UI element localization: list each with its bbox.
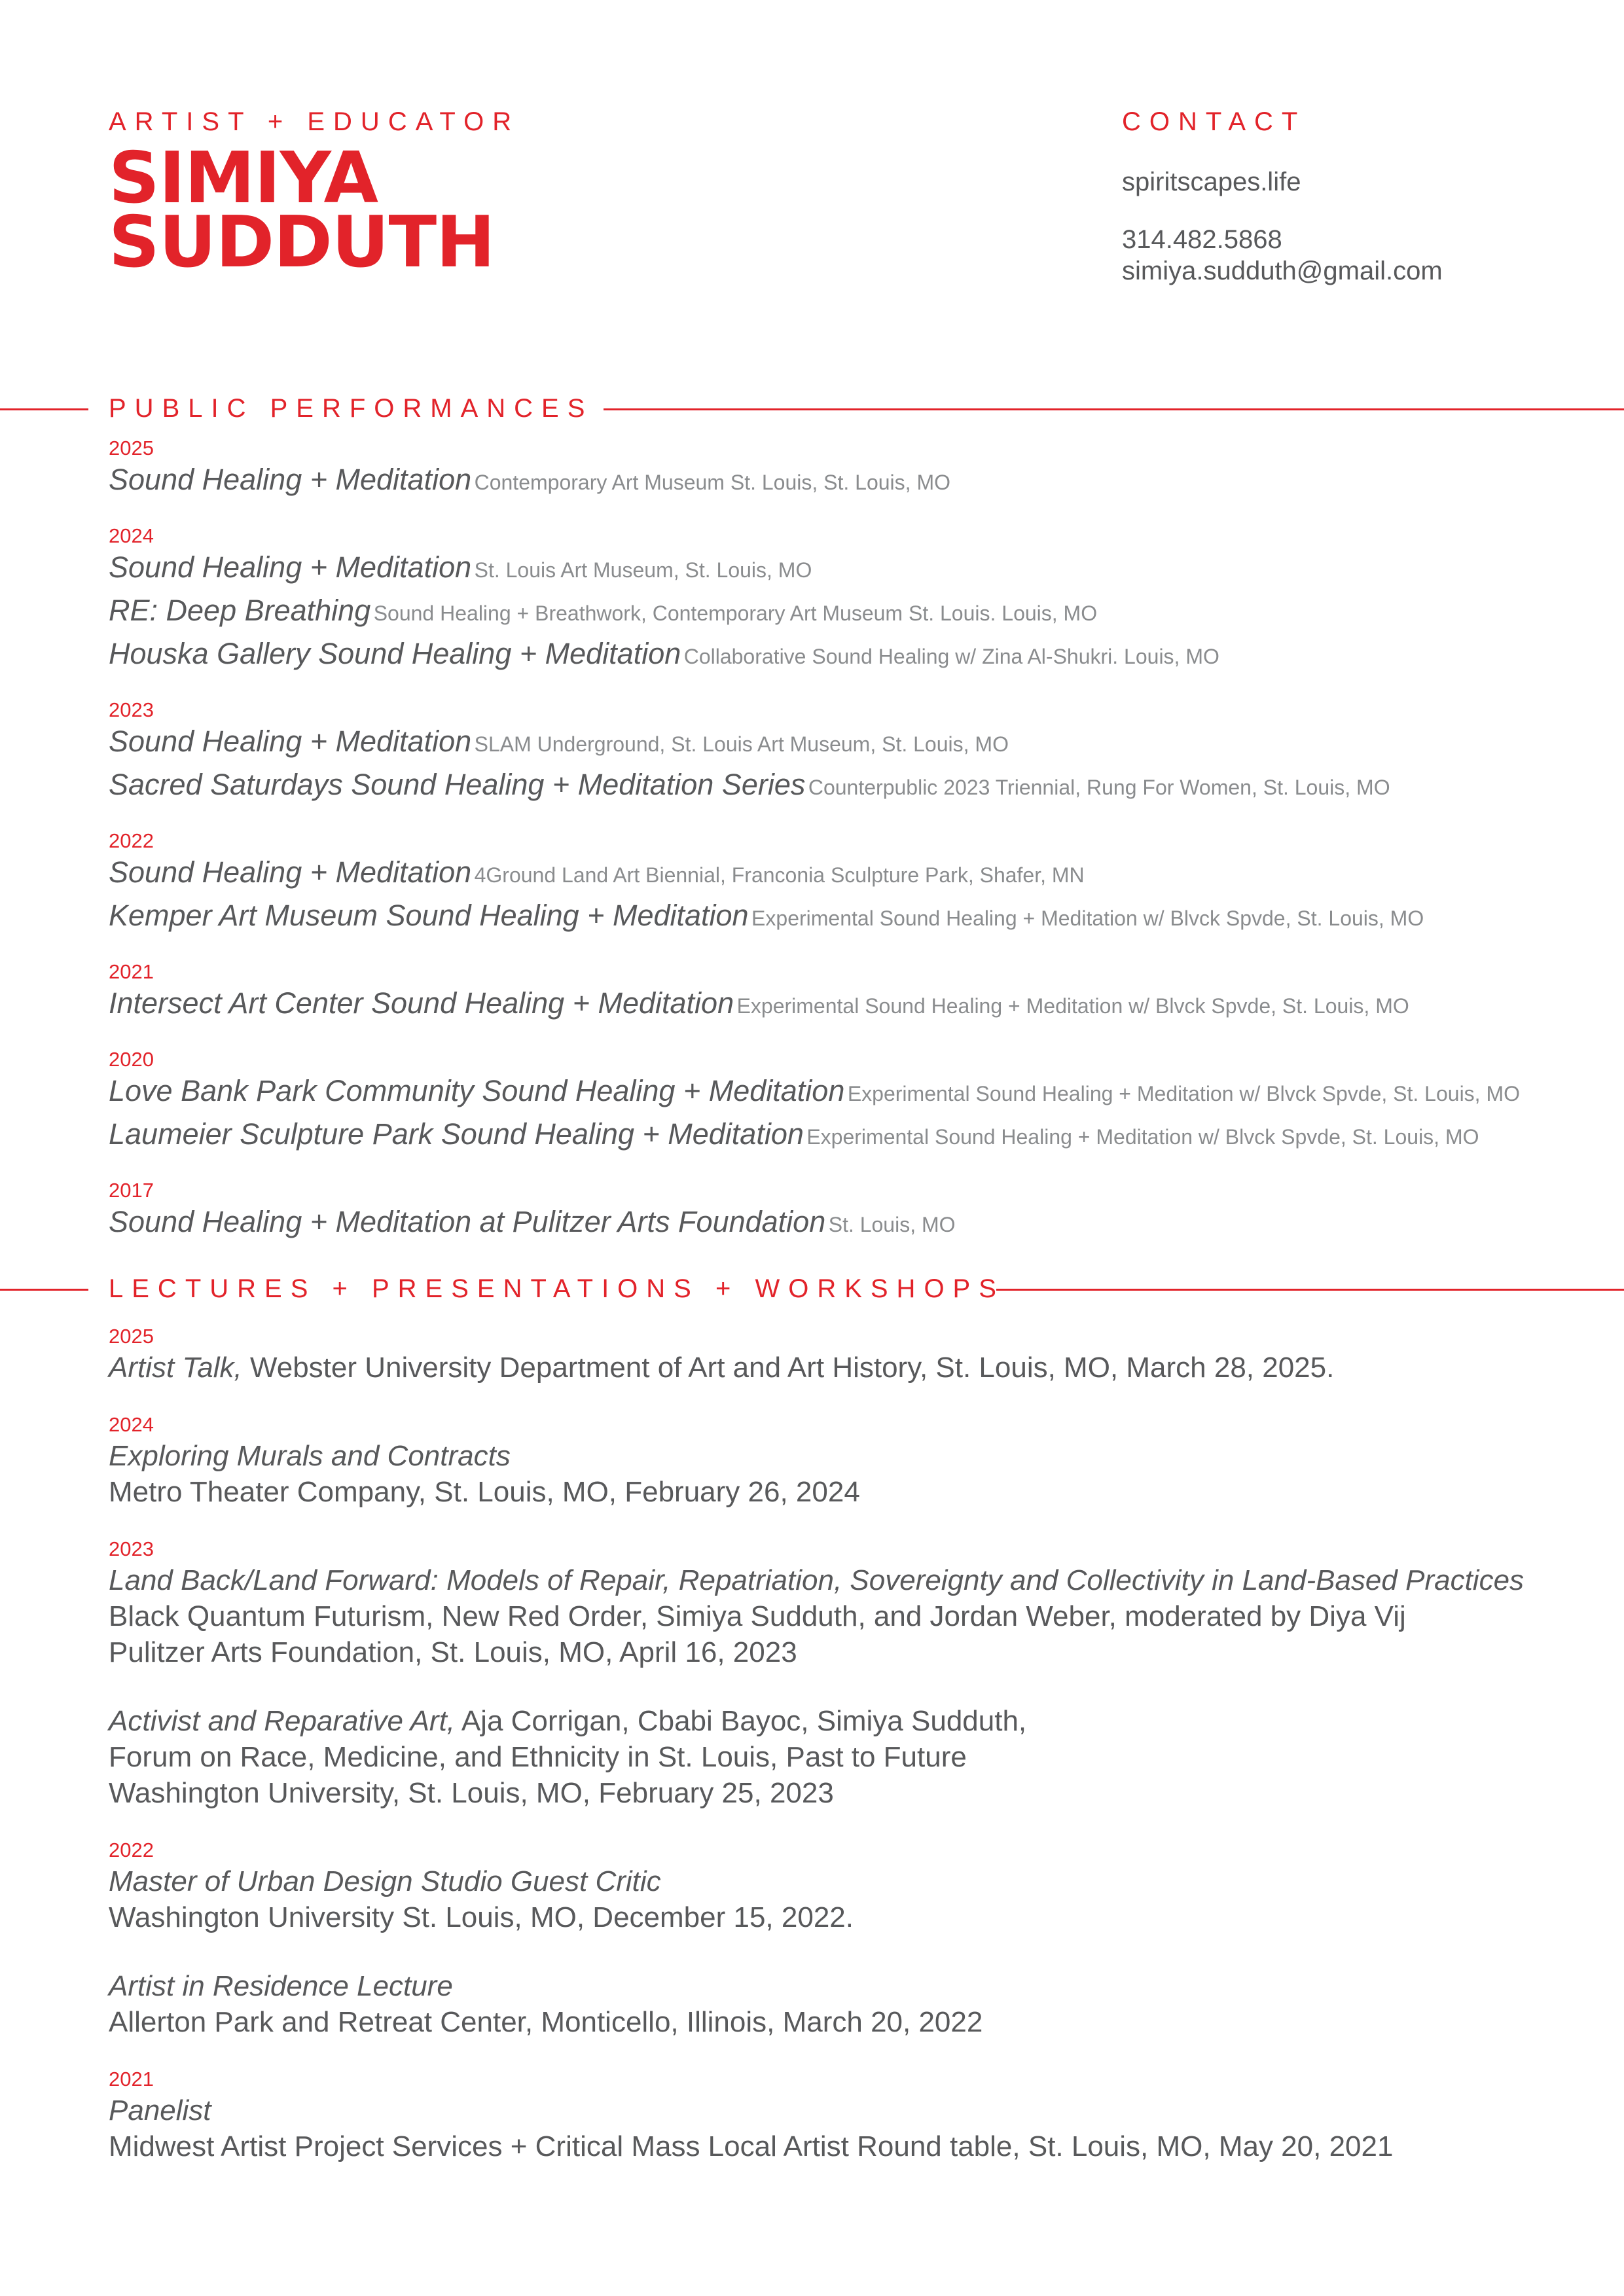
lecture-entry [109,2092,1608,2164]
performance-title: Sound Healing + Meditation [109,855,472,889]
performance-title: RE: Deep Breathing [109,594,371,627]
year-label: 2023 [109,1537,154,1560]
lectures-section-title: LECTURES + PRESENTATIONS + WORKSHOPS [109,1274,1005,1303]
lecture-detail: Midwest Artist Project Services + Critical Mass Local Artist Round table, St. Louis, MO, May 20, 2021 [109,2130,1394,2162]
performance-entry [109,766,1608,810]
lecture-year-group [109,1323,1608,1386]
year-label: 2022 [109,1839,154,1861]
performance-year-group [109,1177,1608,1247]
year-label: 2025 [109,437,154,459]
lecture-title: Panelist [109,2094,211,2126]
lecture-detail: Aja Corrigan, Cbabi Bayoc, Simiya Sudduth, [455,1705,1027,1737]
performance-detail: Sound Healing + Breathwork, Contemporary Art Museum St. Louis. Louis, MO [373,601,1098,625]
contact-heading: CONTACT [1122,107,1307,136]
performance-title: Intersect Art Center Sound Healing + Meditation [109,986,734,1020]
contact-block [1122,105,1443,287]
year-label: 2021 [109,2068,154,2090]
performance-year-group [109,523,1608,679]
performance-detail: 4Ground Land Art Biennial, Franconia Sculpture Park, Shafer, MN [474,863,1085,887]
lecture-title: Artist in Residence Lecture [109,1970,453,2002]
performance-entry [109,985,1608,1028]
lecture-entry [109,1350,1608,1386]
performances-section-header [0,391,1624,425]
performances-list [109,435,1608,1265]
lecture-detail: Washington University, St. Louis, MO, February 25, 2023 [109,1777,834,1809]
lecture-detail: Black Quantum Futurism, New Red Order, Simiya Sudduth, and Jordan Weber, moderated by Diya Vij [109,1600,1406,1632]
lecture-year-group [109,1837,1608,2040]
year-label: 2022 [109,829,154,852]
performance-detail: Experimental Sound Healing + Meditation w/ Blvck Spvde, St. Louis, MO [751,906,1424,930]
lecture-detail: Forum on Race, Medicine, and Ethnicity in St. Louis, Past to Future [109,1741,967,1773]
performance-entry [109,854,1608,897]
lecture-line [109,2092,1608,2128]
lecture-year-group [109,1536,1608,1811]
performance-detail: Collaborative Sound Healing w/ Zina Al-Shukri. Louis, MO [683,645,1219,668]
performance-title: Kemper Art Museum Sound Healing + Meditation [109,899,749,932]
lecture-detail: Webster University Department of Art and Art History, St. Louis, MO, March 28, 2025. [242,1352,1335,1384]
performance-entry [109,1116,1608,1159]
performance-entry [109,636,1608,679]
performance-year-group [109,1047,1608,1159]
performance-entry [109,897,1608,941]
lecture-line [109,1350,1608,1386]
lecture-title: Master of Urban Design Studio Guest Critic [109,1865,661,1897]
performance-entry [109,549,1608,592]
performance-detail: Experimental Sound Healing + Meditation w/ Blvck Spvde, St. Louis, MO [736,994,1409,1018]
performance-detail: SLAM Underground, St. Louis Art Museum, St. Louis, MO [474,732,1009,756]
performance-entry [109,592,1608,636]
performance-detail: St. Louis Art Museum, St. Louis, MO [474,558,812,582]
year-label: 2024 [109,1413,154,1436]
lecture-title: Artist Talk, [109,1352,242,1384]
section-rule-left [0,1289,88,1291]
performance-year-group [109,697,1608,810]
performance-year-group [109,828,1608,941]
performances-section-title: PUBLIC PERFORMANCES [109,394,594,423]
contact-phone[interactable]: 314.482.5868 [1122,225,1282,254]
performance-title: Sound Healing + Meditation [109,550,472,584]
lecture-entry [109,1863,1608,1935]
lecture-line [109,1634,1608,1670]
lecture-year-group [109,2066,1608,2164]
lectures-section-header [0,1272,1624,1306]
lecture-title: Activist and Reparative Art, [109,1705,456,1737]
lecture-title: Land Back/Land Forward: Models of Repair, Repatriation, Sovereignty and Collectivity in Land-Based Practices [109,1564,1525,1596]
performance-title: Sacred Saturdays Sound Healing + Meditation Series [109,768,806,801]
year-label: 2020 [109,1048,154,1071]
contact-website[interactable]: spiritscapes.life [1122,168,1301,196]
header-identity [109,105,520,283]
lecture-title: Exploring Murals and Contracts [109,1440,511,1472]
section-rule-right [604,408,1624,410]
contact-email[interactable]: simiya.sudduth@gmail.com [1122,257,1443,285]
lecture-detail: Pulitzer Arts Foundation, St. Louis, MO, April 16, 2023 [109,1636,797,1668]
performance-title: Laumeier Sculpture Park Sound Healing + Meditation [109,1117,804,1151]
year-label: 2024 [109,524,154,547]
year-label: 2017 [109,1179,154,1202]
lecture-line [109,1863,1608,1899]
year-label: 2021 [109,960,154,983]
performance-title: Love Bank Park Community Sound Healing + Meditation [109,1074,845,1107]
performance-year-group [109,435,1608,505]
lecture-detail: Metro Theater Company, St. Louis, MO, February 26, 2024 [109,1476,860,1508]
lecture-line [109,1775,1608,1811]
performance-title: Sound Healing + Meditation [109,463,472,496]
first-name: SIMIYA [109,137,378,219]
performance-detail: Counterpublic 2023 Triennial, Rung For Women, St. Louis, MO [808,776,1390,799]
lecture-line [109,2004,1608,2040]
year-label: 2023 [109,698,154,721]
year-label: 2025 [109,1325,154,1348]
performance-detail: Experimental Sound Healing + Meditation w/ Blvck Spvde, St. Louis, MO [847,1082,1520,1105]
lecture-year-group [109,1412,1608,1510]
lecture-entry [109,1703,1608,1811]
lecture-detail: Allerton Park and Retreat Center, Monticello, Illinois, March 20, 2022 [109,2006,983,2038]
performance-title: Sound Healing + Meditation at Pulitzer Arts Foundation [109,1205,826,1238]
lecture-line [109,1438,1608,1474]
lecture-line [109,1899,1608,1935]
performance-detail: St. Louis, MO [828,1213,956,1236]
performance-title: Houska Gallery Sound Healing + Meditation [109,637,681,670]
performance-title: Sound Healing + Meditation [109,725,472,758]
lecture-line [109,1703,1608,1739]
lecture-line [109,1598,1608,1634]
performance-detail: Experimental Sound Healing + Meditation w/ Blvck Spvde, St. Louis, MO [806,1125,1479,1149]
lecture-entry [109,1438,1608,1510]
lecture-detail: Washington University St. Louis, MO, December 15, 2022. [109,1901,854,1933]
artist-name [109,137,520,283]
lecture-line [109,1562,1608,1598]
performance-detail: Contemporary Art Museum St. Louis, St. Louis, MO [474,471,950,494]
role-eyebrow: ARTIST + EDUCATOR [109,107,520,136]
lecture-entry [109,1562,1608,1670]
section-rule-right [996,1289,1624,1291]
performance-entry [109,1073,1608,1116]
performance-entry [109,723,1608,766]
lecture-line [109,2128,1608,2164]
performance-entry [109,1204,1608,1247]
section-rule-left [0,408,88,410]
lecture-entry [109,1968,1608,2040]
performance-year-group [109,959,1608,1028]
lectures-list [109,1323,1608,2191]
last-name: SUDDUTH [109,202,495,283]
lecture-line [109,1474,1608,1510]
performance-entry [109,461,1608,505]
lecture-line [109,1968,1608,2004]
lecture-line [109,1739,1608,1775]
